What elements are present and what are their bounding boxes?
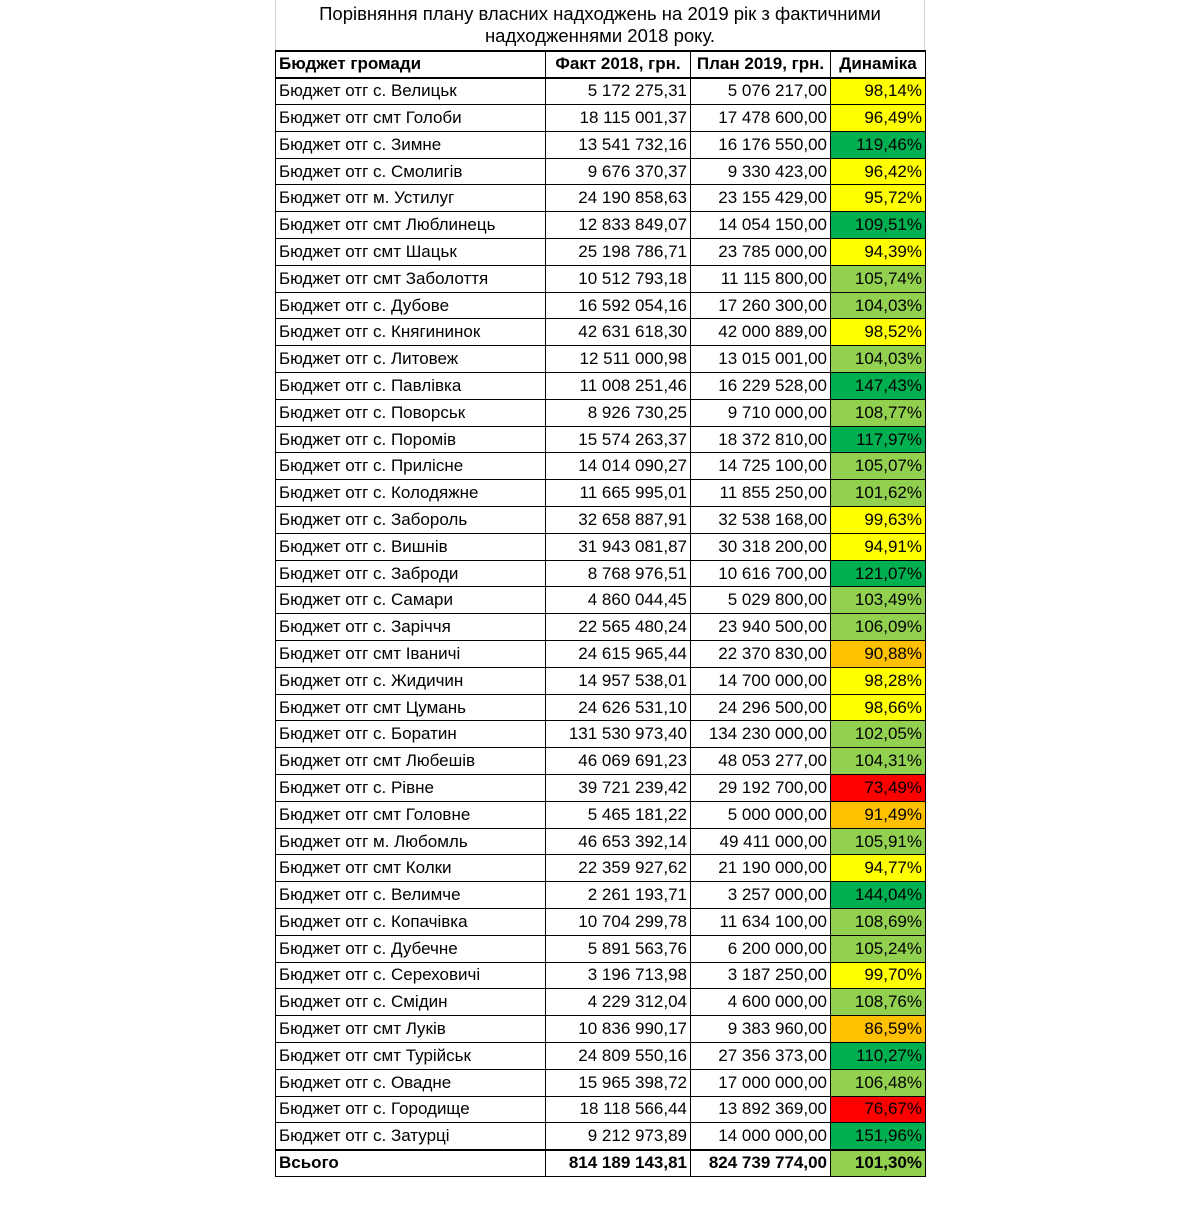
table-row <box>276 641 926 668</box>
dynamics-cell: 96,49% <box>831 105 926 132</box>
fact-2018-cell: 2 261 193,71 <box>546 882 691 909</box>
dynamics-cell: 94,91% <box>831 533 926 560</box>
table-row <box>276 212 926 239</box>
fact-2018-cell: 22 565 480,24 <box>546 614 691 641</box>
fact-2018-cell: 24 626 531,10 <box>546 694 691 721</box>
plan-2019-cell: 3 187 250,00 <box>691 962 831 989</box>
budget-table <box>275 50 926 1177</box>
table-row <box>276 1069 926 1096</box>
fact-2018-cell: 13 541 732,16 <box>546 131 691 158</box>
dynamics-cell: 98,14% <box>831 78 926 105</box>
sheet-title: Порівняння плану власних надходжень на 2019 рік з фактичними надходженнями 2018 року. <box>275 0 925 50</box>
plan-2019-cell: 23 785 000,00 <box>691 239 831 266</box>
plan-2019-cell: 14 700 000,00 <box>691 667 831 694</box>
budget-name-cell: Бюджет отг смт Турійськ <box>276 1042 546 1069</box>
fact-2018-cell: 11 008 251,46 <box>546 373 691 400</box>
fact-2018-cell: 8 768 976,51 <box>546 560 691 587</box>
budget-name-cell: Бюджет отг смт Люблинець <box>276 212 546 239</box>
table-row <box>276 292 926 319</box>
fact-2018-cell: 42 631 618,30 <box>546 319 691 346</box>
fact-2018-cell: 9 212 973,89 <box>546 1123 691 1150</box>
header-row <box>276 51 926 78</box>
plan-2019-cell: 22 370 830,00 <box>691 641 831 668</box>
dynamics-cell: 106,48% <box>831 1069 926 1096</box>
dynamics-cell: 108,76% <box>831 989 926 1016</box>
fact-2018-cell: 24 615 965,44 <box>546 641 691 668</box>
header-dynamics: Динаміка <box>831 51 926 78</box>
table-row <box>276 1096 926 1123</box>
table-row <box>276 855 926 882</box>
dynamics-cell: 147,43% <box>831 373 926 400</box>
dynamics-cell: 119,46% <box>831 131 926 158</box>
fact-2018-cell: 12 833 849,07 <box>546 212 691 239</box>
plan-2019-cell: 14 054 150,00 <box>691 212 831 239</box>
dynamics-cell: 108,77% <box>831 399 926 426</box>
plan-2019-cell: 5 000 000,00 <box>691 801 831 828</box>
table-row <box>276 373 926 400</box>
budget-name-cell: Бюджет отг с. Копачівка <box>276 909 546 936</box>
dynamics-cell: 91,49% <box>831 801 926 828</box>
budget-name-cell: Бюджет отг с. Велимче <box>276 882 546 909</box>
table-row <box>276 1042 926 1069</box>
budget-name-cell: Бюджет отг с. Павлівка <box>276 373 546 400</box>
table-body <box>276 78 926 1177</box>
fact-2018-cell: 5 891 563,76 <box>546 935 691 962</box>
table-row <box>276 667 926 694</box>
dynamics-cell: 121,07% <box>831 560 926 587</box>
dynamics-cell: 73,49% <box>831 775 926 802</box>
budget-name-cell: Бюджет отг смт Цумань <box>276 694 546 721</box>
plan-2019-cell: 24 296 500,00 <box>691 694 831 721</box>
budget-name-cell: Бюджет отг смт Іваничі <box>276 641 546 668</box>
plan-2019-cell: 9 330 423,00 <box>691 158 831 185</box>
dynamics-cell: 102,05% <box>831 721 926 748</box>
dynamics-cell: 105,24% <box>831 935 926 962</box>
plan-2019-cell: 21 190 000,00 <box>691 855 831 882</box>
table-row <box>276 694 926 721</box>
budget-name-cell: Бюджет отг смт Шацьк <box>276 239 546 266</box>
header-budget: Бюджет громади <box>276 51 546 78</box>
budget-name-cell: Бюджет отг с. Зимне <box>276 131 546 158</box>
dynamics-cell: 90,88% <box>831 641 926 668</box>
fact-2018-cell: 3 196 713,98 <box>546 962 691 989</box>
budget-name-cell: Бюджет отг с. Колодяжне <box>276 480 546 507</box>
header-fact-2018: Факт 2018, грн. <box>546 51 691 78</box>
budget-name-cell: Бюджет отг с. Овадне <box>276 1069 546 1096</box>
plan-2019-cell: 824 739 774,00 <box>691 1150 831 1177</box>
plan-2019-cell: 32 538 168,00 <box>691 507 831 534</box>
fact-2018-cell: 10 836 990,17 <box>546 1016 691 1043</box>
fact-2018-cell: 22 359 927,62 <box>546 855 691 882</box>
plan-2019-cell: 23 155 429,00 <box>691 185 831 212</box>
plan-2019-cell: 14 725 100,00 <box>691 453 831 480</box>
dynamics-cell: 104,03% <box>831 292 926 319</box>
fact-2018-cell: 14 957 538,01 <box>546 667 691 694</box>
dynamics-cell: 96,42% <box>831 158 926 185</box>
budget-name-cell: Бюджет отг м. Устилуг <box>276 185 546 212</box>
fact-2018-cell: 131 530 973,40 <box>546 721 691 748</box>
fact-2018-cell: 25 198 786,71 <box>546 239 691 266</box>
plan-2019-cell: 13 892 369,00 <box>691 1096 831 1123</box>
dynamics-cell: 94,39% <box>831 239 926 266</box>
fact-2018-cell: 5 172 275,31 <box>546 78 691 105</box>
plan-2019-cell: 23 940 500,00 <box>691 614 831 641</box>
plan-2019-cell: 49 411 000,00 <box>691 828 831 855</box>
dynamics-cell: 117,97% <box>831 426 926 453</box>
dynamics-cell: 95,72% <box>831 185 926 212</box>
fact-2018-cell: 15 965 398,72 <box>546 1069 691 1096</box>
fact-2018-cell: 24 190 858,63 <box>546 185 691 212</box>
budget-name-cell: Бюджет отг м. Любомль <box>276 828 546 855</box>
dynamics-cell: 105,74% <box>831 265 926 292</box>
plan-2019-cell: 134 230 000,00 <box>691 721 831 748</box>
dynamics-cell: 108,69% <box>831 909 926 936</box>
fact-2018-cell: 32 658 887,91 <box>546 507 691 534</box>
budget-name-cell: Бюджет отг с. Дубечне <box>276 935 546 962</box>
plan-2019-cell: 10 616 700,00 <box>691 560 831 587</box>
fact-2018-cell: 18 118 566,44 <box>546 1096 691 1123</box>
budget-name-cell: Всього <box>276 1150 546 1177</box>
plan-2019-cell: 42 000 889,00 <box>691 319 831 346</box>
budget-name-cell: Бюджет отг с. Сереховичі <box>276 962 546 989</box>
table-row <box>276 399 926 426</box>
fact-2018-cell: 8 926 730,25 <box>546 399 691 426</box>
plan-2019-cell: 11 634 100,00 <box>691 909 831 936</box>
plan-2019-cell: 14 000 000,00 <box>691 1123 831 1150</box>
dynamics-cell: 99,63% <box>831 507 926 534</box>
table-row <box>276 1123 926 1150</box>
fact-2018-cell: 10 704 299,78 <box>546 909 691 936</box>
fact-2018-cell: 39 721 239,42 <box>546 775 691 802</box>
plan-2019-cell: 4 600 000,00 <box>691 989 831 1016</box>
total-row <box>276 1150 926 1177</box>
table-row <box>276 265 926 292</box>
dynamics-cell: 101,30% <box>831 1150 926 1177</box>
plan-2019-cell: 9 710 000,00 <box>691 399 831 426</box>
table-row <box>276 748 926 775</box>
fact-2018-cell: 16 592 054,16 <box>546 292 691 319</box>
plan-2019-cell: 18 372 810,00 <box>691 426 831 453</box>
budget-name-cell: Бюджет отг с. Велицьк <box>276 78 546 105</box>
budget-name-cell: Бюджет отг с. Прилісне <box>276 453 546 480</box>
budget-name-cell: Бюджет отг с. Боратин <box>276 721 546 748</box>
dynamics-cell: 99,70% <box>831 962 926 989</box>
table-row <box>276 346 926 373</box>
plan-2019-cell: 5 029 800,00 <box>691 587 831 614</box>
budget-name-cell: Бюджет отг с. Городище <box>276 1096 546 1123</box>
fact-2018-cell: 46 653 392,14 <box>546 828 691 855</box>
table-row <box>276 319 926 346</box>
budget-name-cell: Бюджет отг с. Затурці <box>276 1123 546 1150</box>
budget-name-cell: Бюджет отг с. Смолигів <box>276 158 546 185</box>
table-row <box>276 775 926 802</box>
dynamics-cell: 94,77% <box>831 855 926 882</box>
dynamics-cell: 86,59% <box>831 1016 926 1043</box>
plan-2019-cell: 5 076 217,00 <box>691 78 831 105</box>
dynamics-cell: 98,28% <box>831 667 926 694</box>
budget-name-cell: Бюджет отг с. Рівне <box>276 775 546 802</box>
table-row <box>276 453 926 480</box>
fact-2018-cell: 11 665 995,01 <box>546 480 691 507</box>
plan-2019-cell: 3 257 000,00 <box>691 882 831 909</box>
dynamics-cell: 105,07% <box>831 453 926 480</box>
fact-2018-cell: 24 809 550,16 <box>546 1042 691 1069</box>
budget-name-cell: Бюджет отг с. Поворськ <box>276 399 546 426</box>
budget-name-cell: Бюджет отг с. Заріччя <box>276 614 546 641</box>
budget-name-cell: Бюджет отг с. Самари <box>276 587 546 614</box>
budget-sheet <box>275 0 925 1177</box>
plan-2019-cell: 16 229 528,00 <box>691 373 831 400</box>
fact-2018-cell: 12 511 000,98 <box>546 346 691 373</box>
table-row <box>276 909 926 936</box>
budget-name-cell: Бюджет отг с. Смідин <box>276 989 546 1016</box>
table-row <box>276 614 926 641</box>
fact-2018-cell: 15 574 263,37 <box>546 426 691 453</box>
plan-2019-cell: 30 318 200,00 <box>691 533 831 560</box>
plan-2019-cell: 17 000 000,00 <box>691 1069 831 1096</box>
fact-2018-cell: 31 943 081,87 <box>546 533 691 560</box>
plan-2019-cell: 17 478 600,00 <box>691 105 831 132</box>
table-row <box>276 426 926 453</box>
plan-2019-cell: 13 015 001,00 <box>691 346 831 373</box>
dynamics-cell: 110,27% <box>831 1042 926 1069</box>
table-row <box>276 989 926 1016</box>
table-row <box>276 507 926 534</box>
table-row <box>276 560 926 587</box>
table-row <box>276 801 926 828</box>
fact-2018-cell: 814 189 143,81 <box>546 1150 691 1177</box>
table-row <box>276 239 926 266</box>
budget-name-cell: Бюджет отг смт Заболоття <box>276 265 546 292</box>
plan-2019-cell: 11 115 800,00 <box>691 265 831 292</box>
dynamics-cell: 98,52% <box>831 319 926 346</box>
fact-2018-cell: 46 069 691,23 <box>546 748 691 775</box>
budget-name-cell: Бюджет отг с. Княгининок <box>276 319 546 346</box>
plan-2019-cell: 11 855 250,00 <box>691 480 831 507</box>
fact-2018-cell: 14 014 090,27 <box>546 453 691 480</box>
table-row <box>276 533 926 560</box>
table-row <box>276 1016 926 1043</box>
plan-2019-cell: 48 053 277,00 <box>691 748 831 775</box>
dynamics-cell: 104,03% <box>831 346 926 373</box>
dynamics-cell: 76,67% <box>831 1096 926 1123</box>
table-row <box>276 158 926 185</box>
fact-2018-cell: 4 860 044,45 <box>546 587 691 614</box>
plan-2019-cell: 6 200 000,00 <box>691 935 831 962</box>
budget-name-cell: Бюджет отг смт Луків <box>276 1016 546 1043</box>
dynamics-cell: 109,51% <box>831 212 926 239</box>
fact-2018-cell: 10 512 793,18 <box>546 265 691 292</box>
plan-2019-cell: 27 356 373,00 <box>691 1042 831 1069</box>
budget-name-cell: Бюджет отг с. Забороль <box>276 507 546 534</box>
table-row <box>276 105 926 132</box>
table-row <box>276 882 926 909</box>
plan-2019-cell: 16 176 550,00 <box>691 131 831 158</box>
budget-name-cell: Бюджет отг с. Заброди <box>276 560 546 587</box>
budget-name-cell: Бюджет отг смт Голоби <box>276 105 546 132</box>
dynamics-cell: 103,49% <box>831 587 926 614</box>
table-row <box>276 480 926 507</box>
budget-name-cell: Бюджет отг с. Вишнів <box>276 533 546 560</box>
dynamics-cell: 105,91% <box>831 828 926 855</box>
fact-2018-cell: 5 465 181,22 <box>546 801 691 828</box>
plan-2019-cell: 9 383 960,00 <box>691 1016 831 1043</box>
table-row <box>276 185 926 212</box>
table-row <box>276 131 926 158</box>
header-plan-2019: План 2019, грн. <box>691 51 831 78</box>
budget-name-cell: Бюджет отг смт Колки <box>276 855 546 882</box>
fact-2018-cell: 9 676 370,37 <box>546 158 691 185</box>
budget-name-cell: Бюджет отг смт Любешів <box>276 748 546 775</box>
fact-2018-cell: 18 115 001,37 <box>546 105 691 132</box>
budget-name-cell: Бюджет отг с. Дубове <box>276 292 546 319</box>
fact-2018-cell: 4 229 312,04 <box>546 989 691 1016</box>
plan-2019-cell: 17 260 300,00 <box>691 292 831 319</box>
dynamics-cell: 104,31% <box>831 748 926 775</box>
dynamics-cell: 106,09% <box>831 614 926 641</box>
table-row <box>276 78 926 105</box>
table-row <box>276 828 926 855</box>
dynamics-cell: 144,04% <box>831 882 926 909</box>
table-row <box>276 935 926 962</box>
budget-name-cell: Бюджет отг с. Поромів <box>276 426 546 453</box>
budget-name-cell: Бюджет отг с. Литовеж <box>276 346 546 373</box>
dynamics-cell: 151,96% <box>831 1123 926 1150</box>
budget-name-cell: Бюджет отг смт Головне <box>276 801 546 828</box>
table-row <box>276 587 926 614</box>
budget-name-cell: Бюджет отг с. Жидичин <box>276 667 546 694</box>
table-row <box>276 962 926 989</box>
dynamics-cell: 101,62% <box>831 480 926 507</box>
dynamics-cell: 98,66% <box>831 694 926 721</box>
plan-2019-cell: 29 192 700,00 <box>691 775 831 802</box>
table-row <box>276 721 926 748</box>
